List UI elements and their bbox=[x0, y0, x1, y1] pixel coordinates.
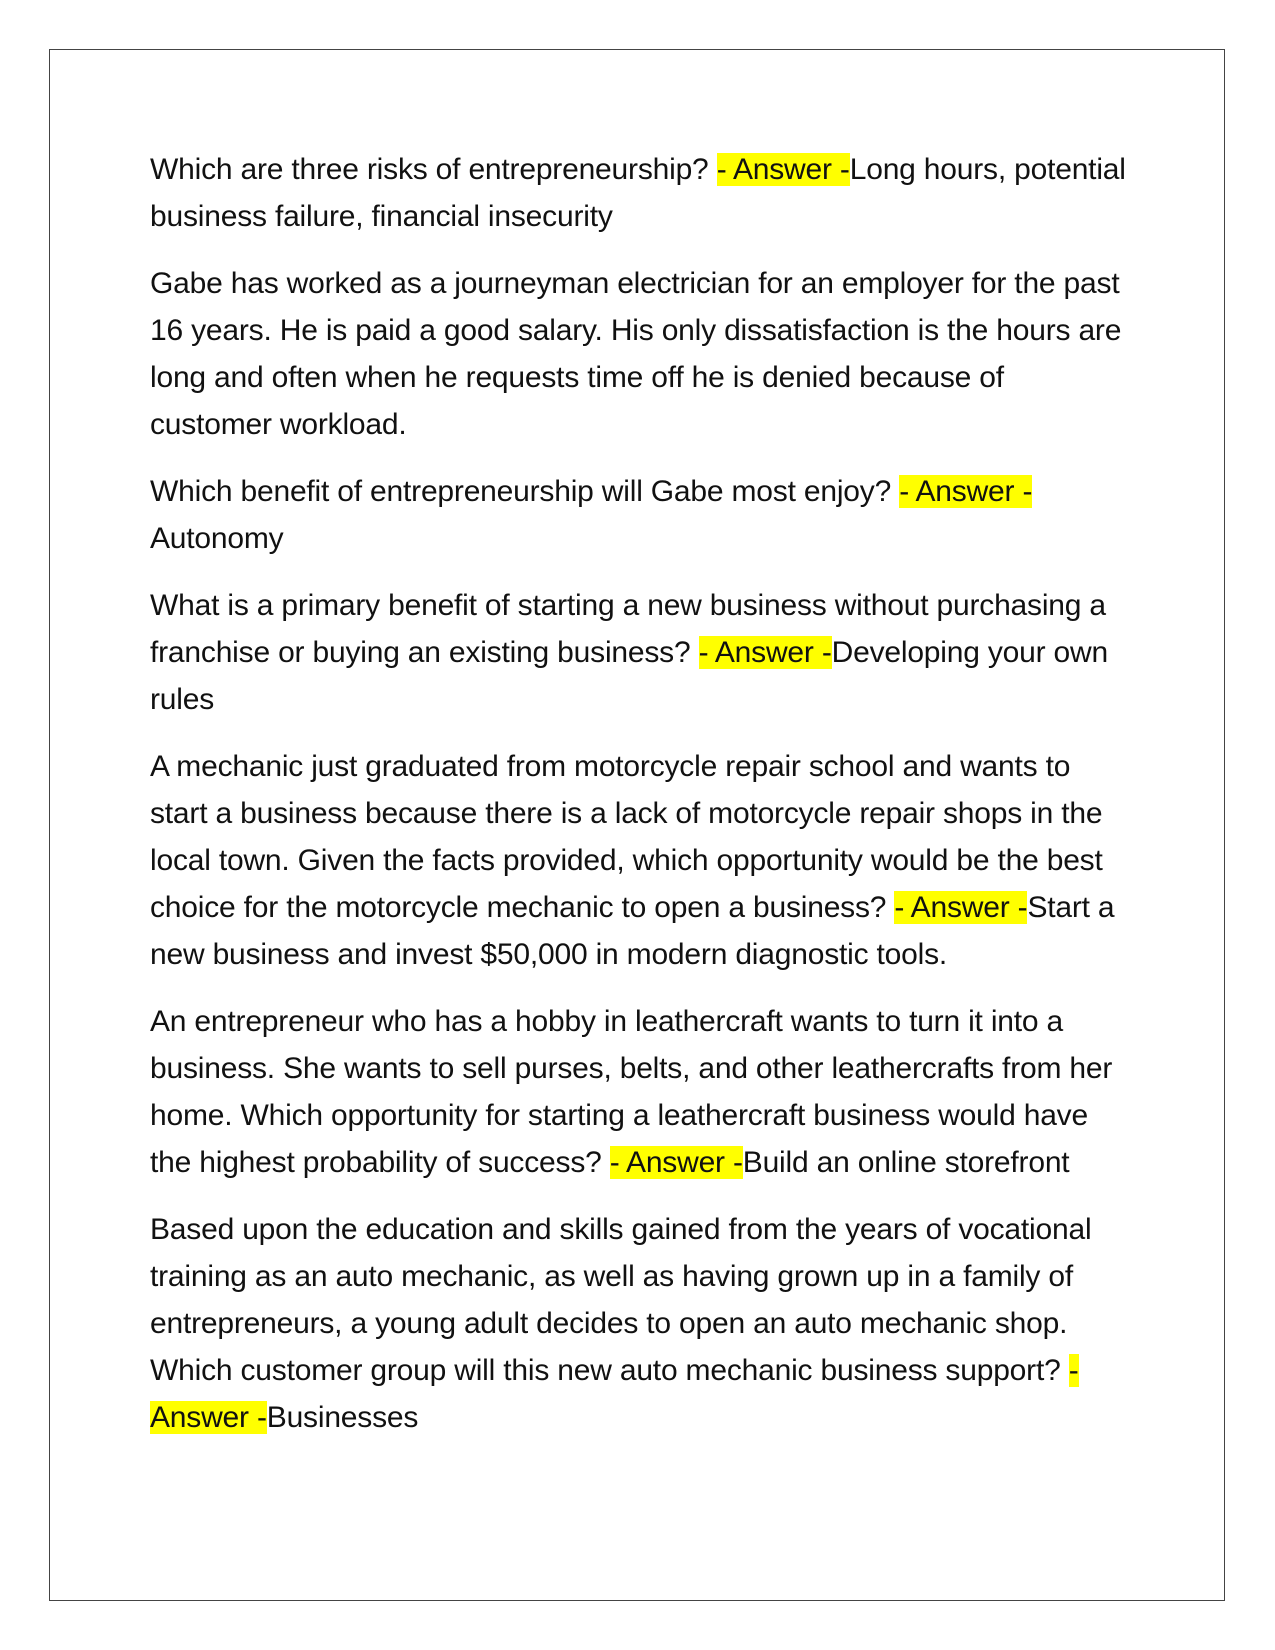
qa-item-1 bbox=[150, 146, 1130, 240]
qa-item-6 bbox=[150, 1206, 1130, 1441]
qa-item-5 bbox=[150, 998, 1130, 1186]
question-text: An entrepreneur who has a hobby in leathercraft wants to turn it into a business. She wants to sell purses, belts, and other leathercrafts from her home. Which opportunity for starting a leathercraft business would have the highest probability of success? bbox=[150, 1005, 1113, 1179]
answer-text: Businesses bbox=[266, 1401, 419, 1434]
scenario-paragraph bbox=[150, 260, 1130, 448]
answer-marker-highlight: - Answer - bbox=[716, 153, 850, 186]
question-text: Which benefit of entrepreneurship will Gabe most enjoy? bbox=[150, 475, 900, 508]
qa-item-2 bbox=[150, 468, 1130, 562]
answer-text: Autonomy bbox=[150, 522, 284, 555]
answer-marker-highlight: - Answer - bbox=[698, 636, 832, 669]
answer-marker-highlight: - Answer - bbox=[894, 891, 1028, 924]
question-text: What is a primary benefit of starting a new business without purchasing a franchise or buying an existing business? bbox=[150, 589, 1106, 669]
question-text: A mechanic just graduated from motorcycle repair school and wants to start a business because there is a lack of motorcycle repair shops in the local town. Given the facts provided, which opportunity would be the best choice for the motorcycle mechanic to open a business? bbox=[150, 750, 1103, 924]
answer-marker-highlight: - Answer - bbox=[150, 1354, 1079, 1434]
answer-text: Start a new business and invest $50,000 in modern diagnostic tools. bbox=[150, 891, 1115, 971]
scenario-text: Gabe has worked as a journeyman electrician for an employer for the past 16 years. He is paid a good salary. His only dissatisfaction is the hours are long and often when he requests time off he is denied because of customer workload. bbox=[150, 267, 1122, 441]
answer-text: Developing your own rules bbox=[150, 636, 1108, 716]
answer-text: Build an online storefront bbox=[742, 1146, 1070, 1179]
question-text: Which are three risks of entrepreneurship? bbox=[150, 153, 717, 186]
qa-item-3 bbox=[150, 582, 1130, 723]
question-text: Based upon the education and skills gained from the years of vocational training as an auto mechanic, as well as having grown up in a family of entrepreneurs, a young adult decides to open an auto mechanic shop. Which customer group will this new auto mechanic business support? bbox=[150, 1213, 1092, 1387]
answer-marker-highlight: - Answer - bbox=[609, 1146, 743, 1179]
qa-item-4 bbox=[150, 743, 1130, 978]
answer-marker-highlight: - Answer - bbox=[899, 475, 1033, 508]
document-body bbox=[150, 146, 1130, 1461]
answer-text: Long hours, potential business failure, financial insecurity bbox=[150, 153, 1126, 233]
